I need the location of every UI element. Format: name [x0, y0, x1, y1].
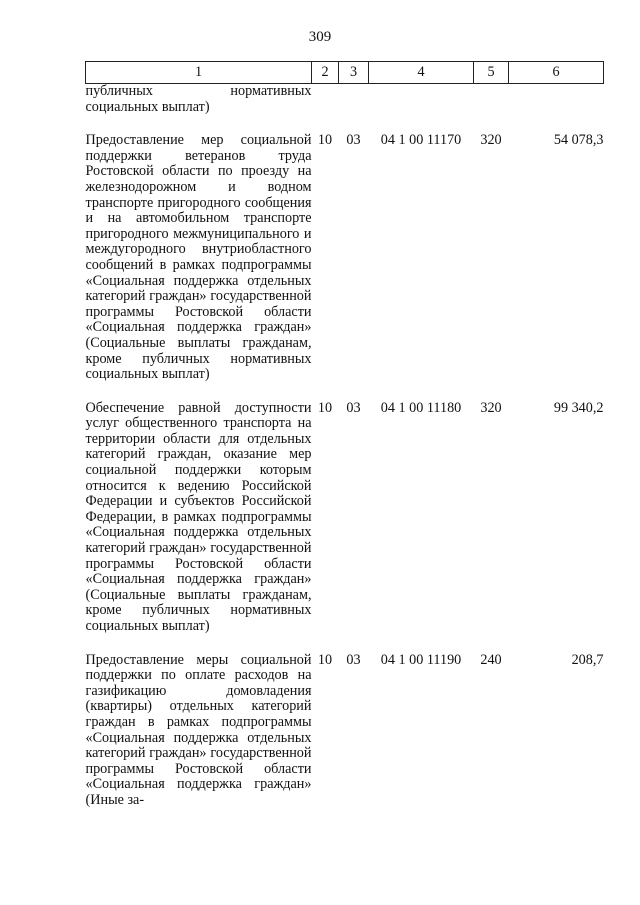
table-row: [86, 133, 604, 401]
row-amount: 54 078,3: [553, 132, 604, 149]
row-description: Предоставление меры социальной поддержки по оплате расходов на газификацию домовладения (квартиры) отдельных категорий граждан в рамках подпрограммы «Социальная поддержка отдельных категорий граждан» государственной программы Ростовской области «Социальная поддержка граждан» (Иные за-: [85, 651, 312, 808]
table-body: [86, 84, 604, 809]
row-description: Предоставление мер социальной поддержки ветеранов труда Ростовской области по проезду на железнодорожном и водном транспорте пригородного сообщения и на автомобильном транспорте пригородного межмуниципального и междугородного внутриобластного сообщений в рамках подпрограммы «Социальная поддержка отдельных категорий граждан» государственной программы Ростовской области «Социальная поддержка граждан» (Социальные выплаты гражданам, кроме публичных нормативных социальных выплат): [85, 132, 312, 383]
row-expense-type: 320: [480, 132, 502, 149]
row-amount: 99 340,2: [553, 399, 604, 416]
row-section: 10: [317, 132, 333, 149]
row-subsection: [339, 84, 369, 134]
table-row: [86, 401, 604, 653]
row-expense-type: 240: [480, 651, 502, 668]
row-expense-type: 320: [480, 399, 502, 416]
row-section: 10: [317, 399, 333, 416]
header-col-1: 1: [86, 62, 312, 84]
row-section: 10: [317, 651, 333, 668]
header-col-3: 3: [339, 62, 369, 84]
row-section: [312, 84, 339, 134]
row-subsection: 03: [346, 399, 361, 416]
row-target-article: 04 1 00 11190: [380, 651, 462, 668]
table-row: [86, 653, 604, 809]
row-amount: [509, 84, 604, 134]
row-amount: 208,7: [571, 651, 604, 668]
row-target-article: [369, 84, 474, 134]
row-description: Обеспечение равной доступности услуг общественного транспорта на территории области для отдельных категорий граждан, оказание мер социальной поддержки которым относится к ведению Российской Федерации и субъектов Российской Федерации, в рамках подпрограммы «Социальная поддержка отдельных категорий граждан» государственной программы Ростовской области «Социальная поддержка граждан» (Социальные выплаты гражданам, кроме публичных нормативных социальных выплат): [85, 399, 312, 634]
header-row: [86, 62, 604, 84]
row-description: публичных нормативных социальных выплат): [85, 83, 312, 115]
row-target-article: 04 1 00 11180: [380, 399, 462, 416]
page-number: 309: [308, 29, 332, 45]
header-col-6: 6: [509, 62, 604, 84]
row-subsection: 03: [346, 132, 361, 149]
table-row: [86, 84, 604, 134]
header-col-2: 2: [312, 62, 339, 84]
header-col-4: 4: [369, 62, 474, 84]
row-expense-type: [474, 84, 509, 134]
row-subsection: 03: [346, 651, 361, 668]
row-target-article: 04 1 00 11170: [380, 132, 462, 149]
table-header: [86, 62, 604, 84]
header-col-5: 5: [474, 62, 509, 84]
budget-table: [85, 61, 604, 809]
